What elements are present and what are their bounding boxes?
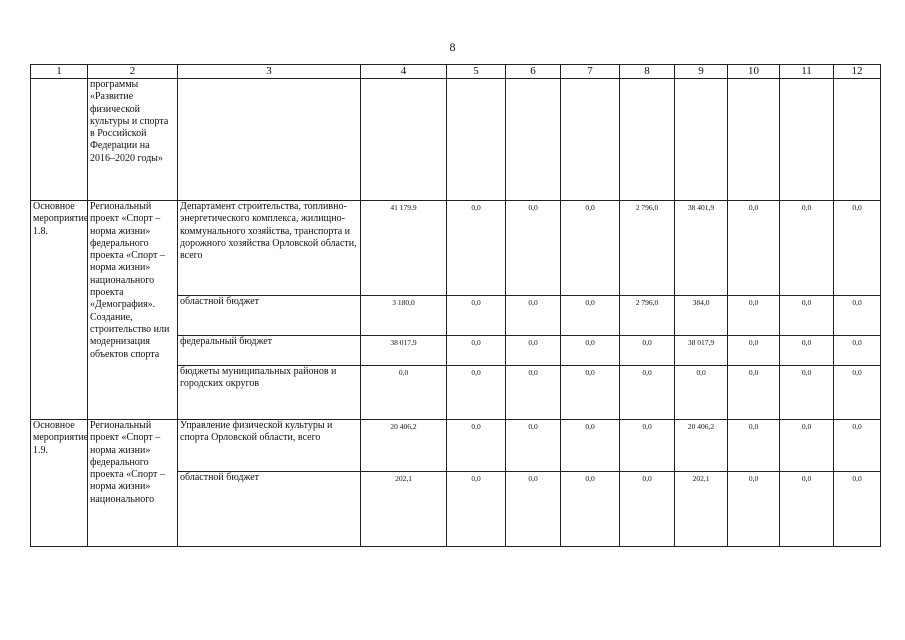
cell-value: 0,0 bbox=[834, 296, 881, 336]
cell-value bbox=[728, 79, 780, 201]
cell-value: 0,0 bbox=[780, 296, 834, 336]
cell-value: 0,0 bbox=[834, 420, 881, 472]
cell-executor bbox=[178, 79, 361, 201]
cell-value: 0,0 bbox=[561, 336, 620, 366]
cell-executor: Департамент строительства, топливно-энергетического комплекса, жилищно-коммунального хозяйства, транспорта и дорожного хозяйства Орловской области, всего bbox=[178, 201, 361, 296]
column-header: 10 bbox=[728, 65, 780, 79]
cell-executor: бюджеты муниципальных районов и городских округов bbox=[178, 366, 361, 420]
cell-value: 0,0 bbox=[447, 201, 506, 296]
cell-value: 0,0 bbox=[728, 201, 780, 296]
cell-value: 0,0 bbox=[834, 366, 881, 420]
cell-value: 0,0 bbox=[506, 296, 561, 336]
cell-value bbox=[780, 79, 834, 201]
budget-table bbox=[30, 64, 881, 547]
cell-value: 41 179,9 bbox=[361, 201, 447, 296]
cell-value: 0,0 bbox=[780, 472, 834, 547]
cell-value: 0,0 bbox=[675, 366, 728, 420]
column-header: 8 bbox=[620, 65, 675, 79]
cell-value: 38 017,9 bbox=[361, 336, 447, 366]
cell-value: 0,0 bbox=[620, 472, 675, 547]
cell-executor: Управление физической культуры и спорта Орловской области, всего bbox=[178, 420, 361, 472]
cell-value: 0,0 bbox=[834, 201, 881, 296]
column-header: 1 bbox=[31, 65, 88, 79]
cell-value: 0,0 bbox=[506, 420, 561, 472]
cell-value: 0,0 bbox=[834, 472, 881, 547]
cell-project: Региональный проект «Спорт – норма жизни» федерального проекта «Спорт – норма жизни» национального bbox=[88, 420, 178, 547]
cell-value: 0,0 bbox=[447, 366, 506, 420]
cell-value: 0,0 bbox=[728, 336, 780, 366]
cell-value: 0,0 bbox=[728, 472, 780, 547]
cell-value: 0,0 bbox=[728, 420, 780, 472]
cell-value: 0,0 bbox=[447, 336, 506, 366]
cell-value bbox=[620, 79, 675, 201]
cell-measure: Основное мероприятие 1.8. bbox=[31, 201, 88, 420]
cell-value: 2 796,0 bbox=[620, 201, 675, 296]
cell-value: 0,0 bbox=[780, 366, 834, 420]
column-header: 7 bbox=[561, 65, 620, 79]
column-header: 5 bbox=[447, 65, 506, 79]
cell-value: 0,0 bbox=[561, 201, 620, 296]
cell-value: 202,1 bbox=[675, 472, 728, 547]
cell-value: 0,0 bbox=[620, 420, 675, 472]
cell-value: 3 180,0 bbox=[361, 296, 447, 336]
cell-value: 0,0 bbox=[561, 472, 620, 547]
cell-value: 0,0 bbox=[728, 366, 780, 420]
cell-value: 0,0 bbox=[506, 366, 561, 420]
cell-measure bbox=[31, 79, 88, 201]
cell-value: 20 406,2 bbox=[361, 420, 447, 472]
table-row bbox=[31, 420, 881, 472]
cell-value: 202,1 bbox=[361, 472, 447, 547]
cell-value: 38 017,9 bbox=[675, 336, 728, 366]
cell-executor: областной бюджет bbox=[178, 296, 361, 336]
cell-value: 0,0 bbox=[561, 296, 620, 336]
cell-value bbox=[561, 79, 620, 201]
column-header: 2 bbox=[88, 65, 178, 79]
cell-value bbox=[834, 79, 881, 201]
column-header: 6 bbox=[506, 65, 561, 79]
cell-value: 0,0 bbox=[728, 296, 780, 336]
cell-value: 0,0 bbox=[834, 336, 881, 366]
cell-value bbox=[361, 79, 447, 201]
cell-value: 0,0 bbox=[447, 472, 506, 547]
cell-value bbox=[447, 79, 506, 201]
cell-value: 38 401,9 bbox=[675, 201, 728, 296]
cell-value bbox=[506, 79, 561, 201]
cell-value: 0,0 bbox=[780, 420, 834, 472]
cell-value: 384,0 bbox=[675, 296, 728, 336]
column-header: 3 bbox=[178, 65, 361, 79]
cell-value: 0,0 bbox=[361, 366, 447, 420]
cell-value: 0,0 bbox=[561, 420, 620, 472]
header-row bbox=[31, 65, 881, 79]
column-header: 9 bbox=[675, 65, 728, 79]
column-header: 4 bbox=[361, 65, 447, 79]
cell-value: 0,0 bbox=[506, 472, 561, 547]
page-number: 8 bbox=[449, 40, 456, 54]
cell-executor: федеральный бюджет bbox=[178, 336, 361, 366]
cell-value: 0,0 bbox=[506, 336, 561, 366]
cell-value: 0,0 bbox=[620, 366, 675, 420]
cell-project: Региональный проект «Спорт – норма жизни» федерального проекта «Спорт – норма жизни» национального проекта «Демография». Создание, строительство или модернизация объектов спорта bbox=[88, 201, 178, 420]
cell-value: 0,0 bbox=[561, 366, 620, 420]
cell-value: 20 406,2 bbox=[675, 420, 728, 472]
cell-value: 0,0 bbox=[780, 336, 834, 366]
cell-value: 0,0 bbox=[620, 336, 675, 366]
table-row bbox=[31, 201, 881, 296]
cell-value: 0,0 bbox=[447, 420, 506, 472]
column-header: 12 bbox=[834, 65, 881, 79]
column-header: 11 bbox=[780, 65, 834, 79]
cell-value: 0,0 bbox=[506, 201, 561, 296]
table-row bbox=[31, 79, 881, 201]
cell-measure: Основное мероприятие 1.9. bbox=[31, 420, 88, 547]
cell-value: 0,0 bbox=[447, 296, 506, 336]
cell-value: 0,0 bbox=[780, 201, 834, 296]
cell-executor: областной бюджет bbox=[178, 472, 361, 547]
cell-value: 2 796,0 bbox=[620, 296, 675, 336]
cell-project: программы «Развитие физической культуры и спорта в Российской Федерации на 2016–2020 годы» bbox=[88, 79, 178, 201]
cell-value bbox=[675, 79, 728, 201]
